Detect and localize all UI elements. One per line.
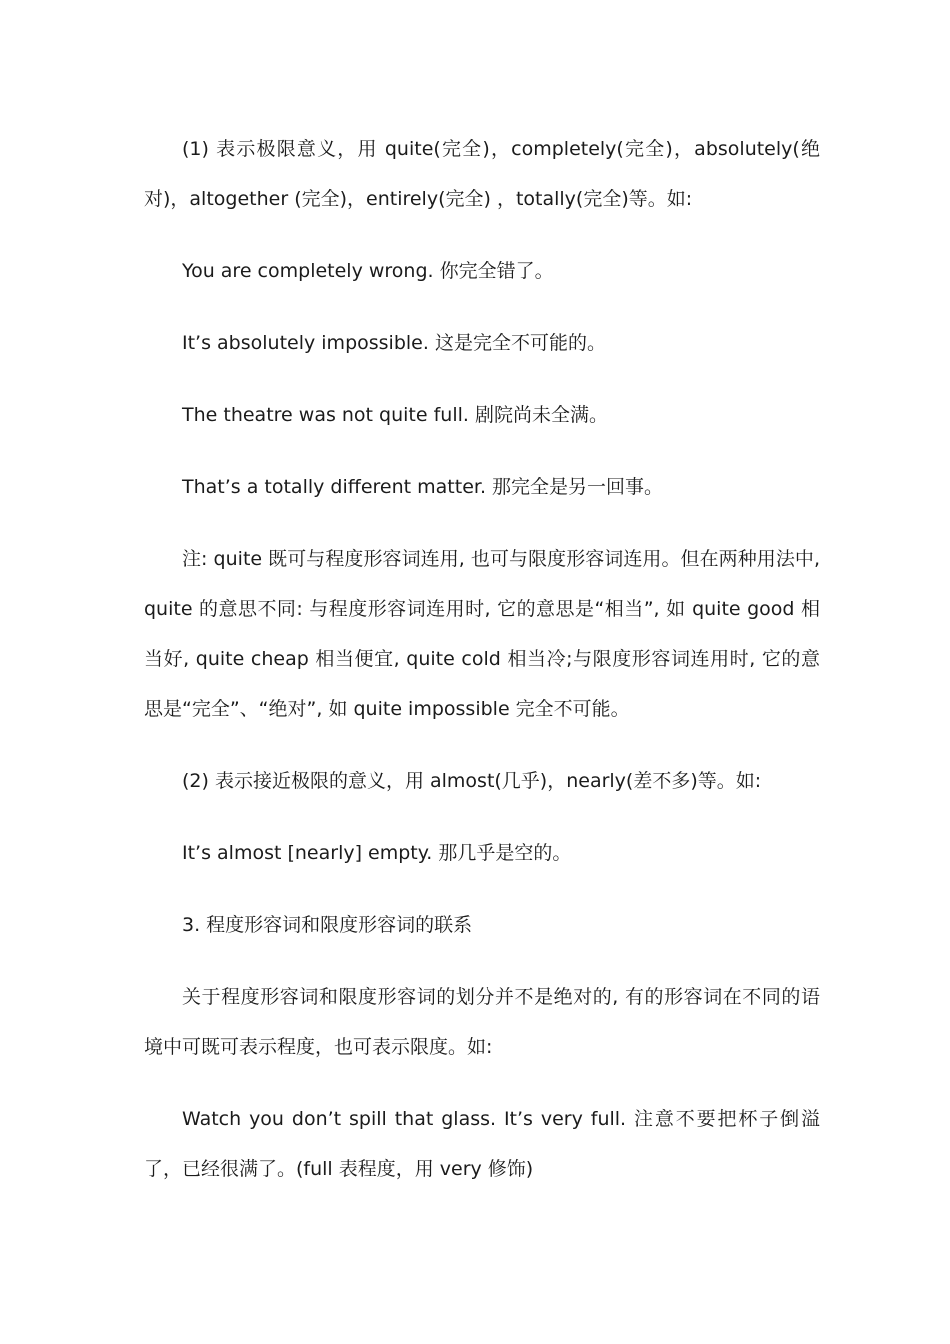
- paragraph-classification: 关于程度形容词和限度形容词的划分并不是绝对的, 有的形容词在不同的语境中可既可表示程度，也可表示限度。如:: [144, 986, 820, 1058]
- note-quite-usage: 注: quite 既可与程度形容词连用, 也可与限度形容词连用。但在两种用法中, quite 的意思不同: 与程度形容词连用时, 它的意思是“相当”, 如 quite good 相当好, quite cheap 相当便宜, quite cold 相当冷;与限度形容词连用时, 它的意思是“完全”、“绝对”, 如 quite impossible 完全不可能。: [144, 548, 820, 720]
- paragraph-near-extreme: (2) 表示接近极限的意义，用 almost(几乎)，nearly(差不多)等。如:: [182, 770, 762, 792]
- example-totally-different: That’s a totally different matter. 那完全是另一回事。: [182, 476, 664, 498]
- example-very-full: Watch you don’t spill that glass. It’s very full. 注意不要把杯子倒溢了，已经很满了。(full 表程度，用 very 修饰): [144, 1108, 820, 1180]
- example-completely-wrong: You are completely wrong. 你完全错了。: [182, 260, 554, 282]
- section-heading-relation: 3. 程度形容词和限度形容词的联系: [182, 914, 473, 936]
- document-body: [144, 124, 820, 1216]
- paragraph-extreme-meaning: (1) 表示极限意义，用 quite(完全)，completely(完全)，absolutely(绝对)，altogether (完全)，entirely(完全) ，totally(完全)等。如:: [144, 138, 820, 210]
- example-theatre-not-full: The theatre was not quite full. 剧院尚未全满。: [182, 404, 608, 426]
- example-absolutely-impossible: It’s absolutely impossible. 这是完全不可能的。: [182, 332, 606, 354]
- example-almost-empty: It’s almost [nearly] empty. 那几乎是空的。: [182, 842, 572, 864]
